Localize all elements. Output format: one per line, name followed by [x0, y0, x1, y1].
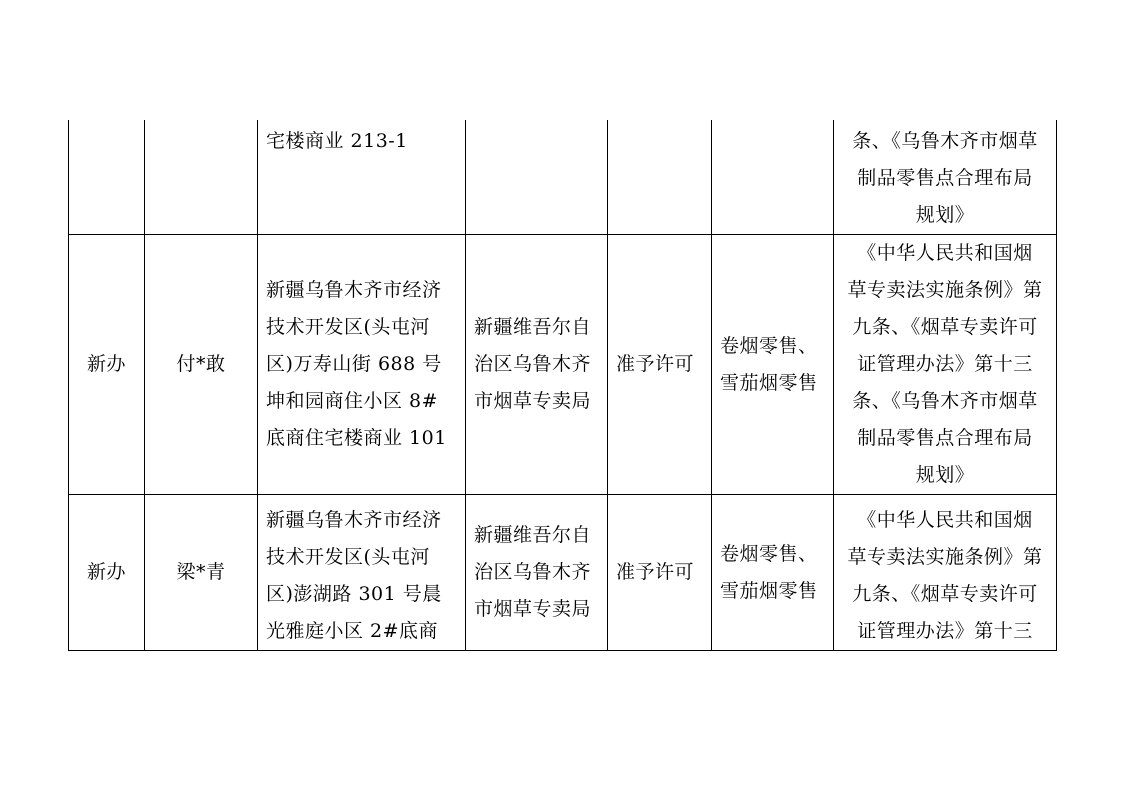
authority-cell: 新疆维吾尔自治区乌鲁木齐市烟草专卖局 — [466, 495, 608, 651]
address-cell: 新疆乌鲁木齐市经济技术开发区(头屯河区)澎湖路 301 号晨光雅庭小区 2#底商 — [258, 495, 466, 651]
table-row — [69, 120, 1057, 235]
name-cell: 付*敢 — [145, 235, 258, 495]
authority-cell: 新疆维吾尔自治区乌鲁木齐市烟草专卖局 — [466, 235, 608, 495]
legal-basis-cell — [834, 235, 1057, 495]
type-cell — [69, 120, 145, 235]
scope-cell: 卷烟零售、雪茄烟零售 — [712, 235, 834, 495]
legal-basis-line: 草专卖法实施条例》第 — [847, 546, 1043, 568]
legal-basis-line: 证管理办法》第十三 — [857, 620, 1033, 642]
legal-basis-line: 规划》 — [915, 464, 975, 486]
table-row — [69, 495, 1057, 651]
legal-basis-cell — [834, 495, 1057, 651]
decision-cell: 准予许可 — [608, 235, 712, 495]
legal-basis-line: 九条、《烟草专卖许可 — [852, 583, 1038, 605]
address-cell: 宅楼商业 213-1 — [258, 120, 466, 235]
legal-basis-line: 《中华人民共和国烟 — [857, 509, 1033, 531]
legal-basis-line: 九条、《烟草专卖许可 — [852, 316, 1038, 338]
scope-cell: 卷烟零售、雪茄烟零售 — [712, 495, 834, 651]
address-cell: 新疆乌鲁木齐市经济技术开发区(头屯河区)万寿山街 688 号坤和园商住小区 8#底商住宅楼商业 101 — [258, 235, 466, 495]
scope-cell — [712, 120, 834, 235]
legal-basis-line: 制品零售点合理布局 — [857, 427, 1033, 449]
legal-basis-line: 条、《乌鲁木齐市烟草 — [852, 390, 1038, 412]
name-cell — [145, 120, 258, 235]
legal-basis-line: 制品零售点合理布局 — [857, 167, 1033, 189]
name-cell: 梁*青 — [145, 495, 258, 651]
table-row — [69, 235, 1057, 495]
legal-basis-line: 规划》 — [915, 204, 975, 226]
legal-basis-cell — [834, 120, 1057, 235]
permit-table — [68, 120, 1057, 651]
authority-cell — [466, 120, 608, 235]
legal-basis-line: 证管理办法》第十三 — [857, 353, 1033, 375]
decision-cell: 准予许可 — [608, 495, 712, 651]
type-cell: 新办 — [69, 495, 145, 651]
legal-basis-line: 条、《乌鲁木齐市烟草 — [852, 130, 1038, 152]
legal-basis-line: 草专卖法实施条例》第 — [847, 279, 1043, 301]
legal-basis-line: 《中华人民共和国烟 — [857, 242, 1033, 264]
type-cell: 新办 — [69, 235, 145, 495]
decision-cell — [608, 120, 712, 235]
